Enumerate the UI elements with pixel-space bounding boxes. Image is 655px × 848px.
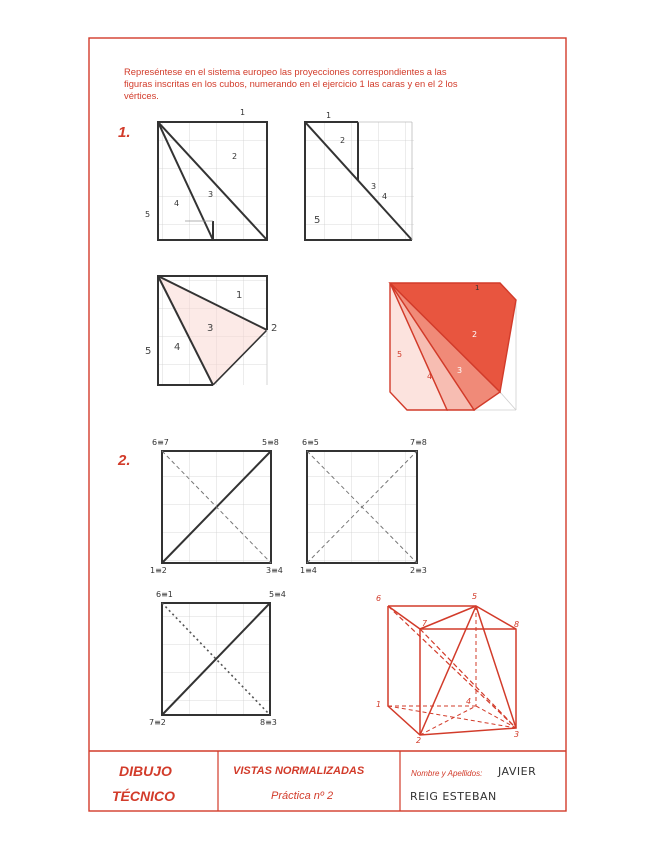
s2-v2-tl-label: 6≡5 (302, 438, 319, 447)
student-name-line-1: JAVIER (498, 765, 537, 778)
s2-v3-tr-label: 5≡4 (269, 590, 286, 599)
s2-v1-tr-label: 5≡8 (262, 438, 279, 447)
s1-side-label-3: 3 (371, 182, 377, 191)
s1-plan-label-4: 4 (174, 342, 181, 353)
s1-plan-label-2: 2 (271, 323, 278, 334)
s1-side-label-5: 5 (314, 215, 321, 226)
s2-v1-br-label: 3≡4 (266, 566, 283, 575)
s2-iso-vertex-4: 4 (466, 697, 472, 706)
s2-view-3 (162, 603, 270, 715)
student-name-line-2: REIG ESTEBAN (410, 790, 497, 803)
s2-iso-vertex-6: 6 (376, 594, 382, 603)
s2-isometric-view (388, 606, 516, 735)
name-field-label: Nombre y Apellidos: (411, 769, 483, 778)
s1-plan-label-5: 5 (145, 346, 152, 357)
s2-v1-tl-label: 6≡7 (152, 438, 169, 447)
s2-v3-br-label: 8≡3 (260, 718, 277, 727)
s1-elev-label-2: 2 (232, 152, 238, 161)
s1-side-label-4: 4 (382, 192, 388, 201)
s2-view-1 (162, 451, 271, 563)
s2-v2-bl-label: 1≡4 (300, 566, 317, 575)
s2-iso-vertex-7: 7 (422, 619, 428, 628)
s1-elev-label-3: 3 (208, 190, 214, 199)
instructions-text: Represéntese en el sistema europeo las proyecciones correspondientes a las figuras inscritas en los cubos, numerando en el ejercicio 1 las caras y en el 2 los vértices. (124, 66, 458, 101)
s2-iso-vertex-3: 3 (514, 730, 520, 739)
practice-number: Práctica nº 2 (271, 790, 334, 802)
s1-iso-label-4: 4 (427, 372, 433, 381)
s1-side-view (305, 122, 414, 240)
section-1-number: 1. (118, 124, 131, 141)
s2-v2-br-label: 2≡3 (410, 566, 427, 575)
s1-elev-label-4: 4 (174, 199, 180, 208)
s2-iso-vertex-8: 8 (514, 620, 520, 629)
s1-side-label-2: 2 (340, 136, 346, 145)
s2-v1-bl-label: 1≡2 (150, 566, 167, 575)
s1-iso-label-3: 3 (457, 366, 463, 375)
s2-v3-tl-label: 6≡1 (156, 590, 173, 599)
s1-plan-label-1: 1 (236, 290, 243, 301)
topic-title: VISTAS NORMALIZADAS (233, 765, 365, 777)
s1-side-label-1: 1 (326, 111, 332, 120)
s1-elev-label-1: 1 (240, 108, 246, 117)
subject-title-line-1: DIBUJO (119, 763, 172, 779)
s1-iso-label-1: 1 (475, 284, 480, 292)
s1-elevation-view (158, 122, 267, 240)
s1-elev-label-5: 5 (145, 210, 151, 219)
subject-title-line-2: TÉCNICO (112, 788, 175, 804)
s2-iso-vertex-1: 1 (376, 700, 382, 709)
s2-v2-tr-label: 7≡8 (410, 438, 427, 447)
s2-view-2 (307, 451, 417, 563)
s2-iso-vertex-2: 2 (416, 736, 422, 745)
section-2-number: 2. (118, 452, 131, 469)
s1-isometric-view (390, 283, 516, 410)
s1-plan-label-3: 3 (207, 323, 214, 334)
s1-iso-label-2: 2 (472, 330, 478, 339)
s2-iso-vertex-5: 5 (472, 592, 478, 601)
s1-iso-label-5: 5 (397, 350, 403, 359)
s2-v3-bl-label: 7≡2 (149, 718, 166, 727)
